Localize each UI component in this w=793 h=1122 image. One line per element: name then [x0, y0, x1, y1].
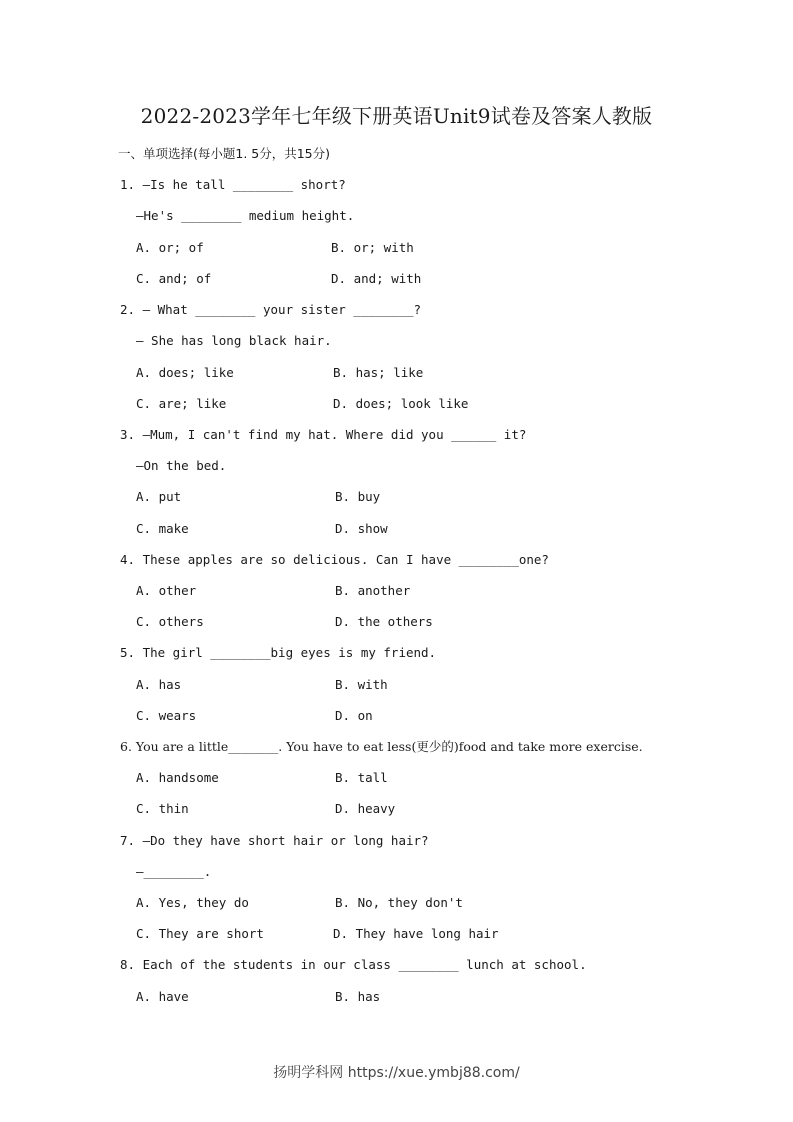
section-heading: 一、单项选择(每小题1. 5分，共15分) — [118, 146, 331, 161]
option-c: C. and; of — [136, 271, 212, 286]
option-c: C. are; like — [136, 396, 227, 411]
option-c: C. thin — [136, 801, 189, 816]
option-b: B. or; with — [331, 240, 414, 255]
option-d: D. the others — [335, 614, 433, 629]
question-stem: 4. These apples are so delicious. Can I have ________one? — [120, 552, 549, 567]
option-c: C. They are short — [136, 926, 264, 941]
option-a: A. have — [136, 989, 189, 1004]
option-b: B. has; like — [333, 365, 424, 380]
question-dialog-line: —________. — [136, 864, 212, 879]
question-dialog-line: —On the bed. — [136, 458, 227, 473]
question-stem: 1. —Is he tall ________ short? — [120, 177, 346, 192]
option-b: B. buy — [335, 489, 381, 504]
option-b: B. No, they don't — [335, 895, 463, 910]
option-a: A. put — [136, 489, 182, 504]
option-a: A. has — [136, 677, 182, 692]
question-dialog-line: — She has long black hair. — [136, 333, 332, 348]
option-a: A. Yes, they do — [136, 895, 249, 910]
option-b: B. with — [335, 677, 388, 692]
option-c: C. others — [136, 614, 204, 629]
question-stem: 6. You are a little________. You have to eat less(更少的)food and take more exercise. — [120, 739, 643, 754]
option-b: B. tall — [335, 770, 388, 785]
question-stem: 2. — What ________ your sister ________? — [120, 302, 422, 317]
question-stem: 5. The girl ________big eyes is my friend. — [120, 645, 437, 660]
option-d: D. and; with — [331, 271, 422, 286]
option-d: D. on — [335, 708, 373, 723]
footer-watermark: 扬明学科网 https://xue.ymbj88.com/ — [273, 1065, 520, 1081]
question-stem: 3. —Mum, I can't find my hat. Where did you ______ it? — [120, 427, 527, 442]
question-dialog-line: —He's ________ medium height. — [136, 208, 355, 223]
option-a: A. does; like — [136, 365, 234, 380]
option-a: A. other — [136, 583, 197, 598]
option-d: D. show — [335, 521, 388, 536]
question-stem: 7. —Do they have short hair or long hair? — [120, 833, 429, 848]
option-a: A. or; of — [136, 240, 204, 255]
question-stem: 8. Each of the students in our class ________ lunch at school. — [120, 957, 587, 972]
option-c: C. make — [136, 521, 189, 536]
option-d: D. does; look like — [333, 396, 469, 411]
option-a: A. handsome — [136, 770, 219, 785]
option-b: B. has — [335, 989, 381, 1004]
page-title: 2022-2023学年七年级下册英语Unit9试卷及答案人教版 — [140, 104, 653, 128]
option-b: B. another — [335, 583, 411, 598]
option-d: D. heavy — [335, 801, 396, 816]
option-c: C. wears — [136, 708, 197, 723]
option-d: D. They have long hair — [333, 926, 499, 941]
